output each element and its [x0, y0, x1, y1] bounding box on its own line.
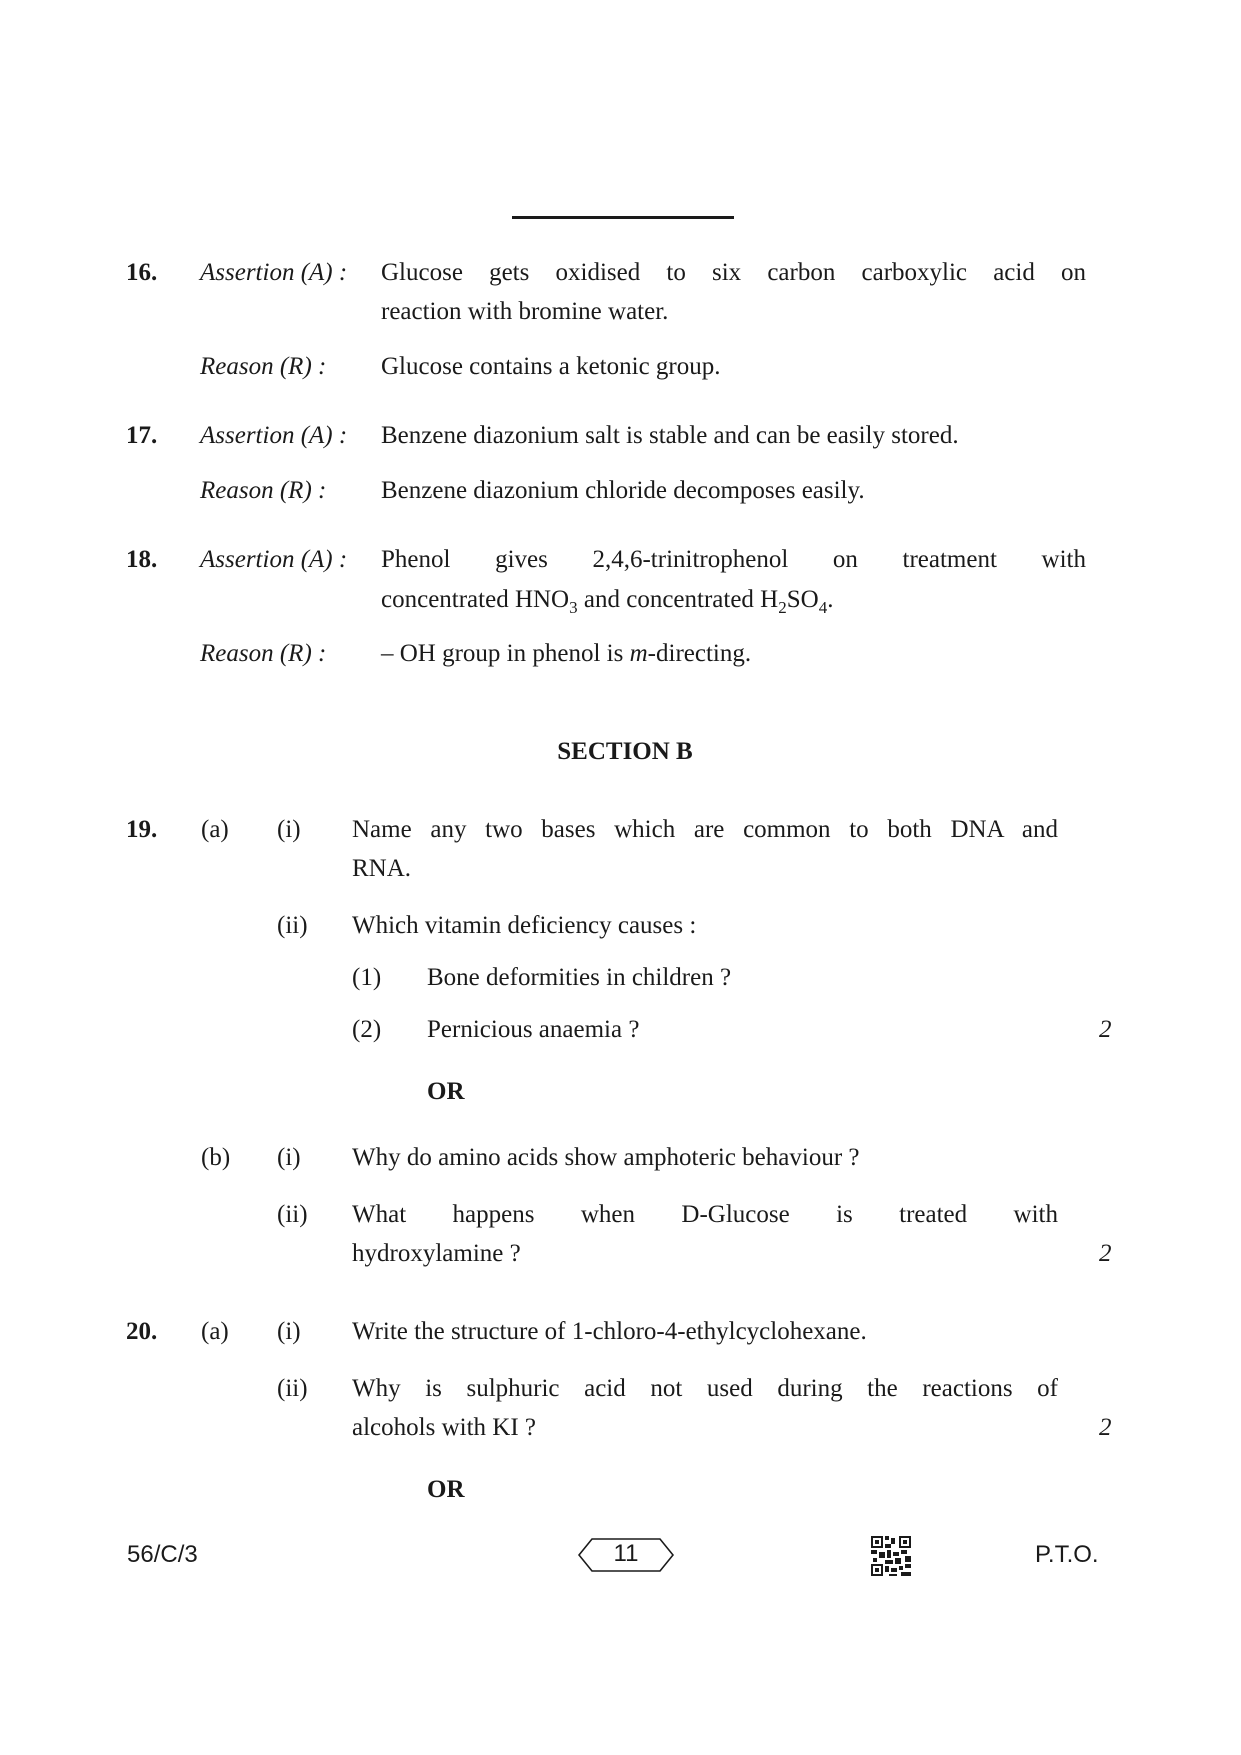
- formula-part: and concentrated H: [577, 586, 779, 613]
- reason-part-italic: m: [629, 640, 648, 667]
- assertion-label-17: Assertion (A) :: [200, 422, 348, 449]
- marks-20a: 2: [1099, 1414, 1112, 1441]
- subscript: 3: [569, 598, 578, 617]
- q19a-i-text-line2: RNA.: [352, 855, 412, 882]
- assertion-label-16: Assertion (A) :: [200, 259, 348, 286]
- q19a-ii-text: Which vitamin deficiency causes :: [352, 912, 697, 939]
- part-label-19a: (a): [201, 816, 229, 843]
- section-title: SECTION B: [557, 738, 693, 765]
- please-turn-over: P.T.O.: [1035, 1541, 1099, 1568]
- q19b-i-text: Why do amino acids show amphoteric behaviour ?: [352, 1144, 860, 1171]
- formula-part: .: [827, 586, 834, 613]
- part-label-20a: (a): [201, 1318, 229, 1345]
- reason-text-16: Glucose contains a ketonic group.: [381, 353, 721, 380]
- reason-part: – OH group in phenol is: [381, 640, 630, 667]
- q20a-ii-text-line1: Why is sulphuric acid not used during the reactions of: [352, 1375, 1058, 1402]
- or-separator-20: OR: [427, 1476, 465, 1503]
- subpart-label-20a-i: (i): [277, 1318, 301, 1345]
- reason-label-16: Reason (R) :: [200, 353, 327, 380]
- reason-part: -directing.: [647, 640, 752, 667]
- q19b-ii-text-line2: hydroxylamine ?: [352, 1240, 521, 1267]
- marks-19a: 2: [1099, 1016, 1112, 1043]
- formula-part: SO: [786, 586, 819, 613]
- q19a-i-text-line1: Name any two bases which are common to both DNA and: [352, 816, 1058, 843]
- assertion-text-16-line1: Glucose gets oxidised to six carbon carboxylic acid on: [381, 259, 1086, 286]
- paper-code: 56/C/3: [127, 1541, 198, 1568]
- subscript: 4: [818, 598, 828, 617]
- question-number-17: 17.: [126, 422, 158, 449]
- page-number: 11: [613, 1540, 639, 1567]
- assertion-label-18: Assertion (A) :: [200, 546, 348, 573]
- q19b-ii-text-line1: What happens when D-Glucose is treated with: [352, 1201, 1058, 1228]
- reason-label-18: Reason (R) :: [200, 640, 327, 667]
- question-number-16: 16.: [126, 259, 158, 286]
- assertion-text-16-line2: reaction with bromine water.: [381, 298, 669, 325]
- subpart-label-19a-i: (i): [277, 816, 301, 843]
- q20a-ii-text-line2: alcohols with KI ?: [352, 1414, 536, 1441]
- assertion-text-18-line1: Phenol gives 2,4,6-trinitrophenol on treatment with: [381, 546, 1086, 573]
- part-label-19b: (b): [201, 1144, 231, 1171]
- assertion-text-18-line2: [381, 580, 833, 620]
- subpart-label-19a-ii: (ii): [277, 912, 308, 939]
- formula-part: concentrated HNO: [381, 586, 570, 613]
- reason-text-17: Benzene diazonium chloride decomposes easily.: [381, 477, 865, 504]
- page-number-box: [578, 1538, 674, 1572]
- reason-text-18: [381, 634, 751, 674]
- question-number-19: 19.: [126, 816, 158, 843]
- subpart-label-19b-i: (i): [277, 1144, 301, 1171]
- item-text-2: Pernicious anaemia ?: [427, 1016, 640, 1043]
- assertion-text-17: Benzene diazonium salt is stable and can be easily stored.: [381, 422, 959, 449]
- item-label-2: (2): [352, 1016, 382, 1043]
- or-separator-19: OR: [427, 1078, 465, 1105]
- item-text-1: Bone deformities in children ?: [427, 964, 732, 991]
- item-label-1: (1): [352, 964, 382, 991]
- reason-label-17: Reason (R) :: [200, 477, 327, 504]
- question-number-18: 18.: [126, 546, 158, 573]
- subpart-label-19b-ii: (ii): [277, 1201, 308, 1228]
- qr-code-icon: [871, 1536, 911, 1576]
- subscript: 2: [778, 598, 787, 617]
- top-rule: [512, 216, 734, 219]
- q20a-i-text: Write the structure of 1-chloro-4-ethylcyclohexane.: [352, 1318, 867, 1345]
- question-number-20: 20.: [126, 1318, 158, 1345]
- subpart-label-20a-ii: (ii): [277, 1375, 308, 1402]
- marks-19b: 2: [1099, 1240, 1112, 1267]
